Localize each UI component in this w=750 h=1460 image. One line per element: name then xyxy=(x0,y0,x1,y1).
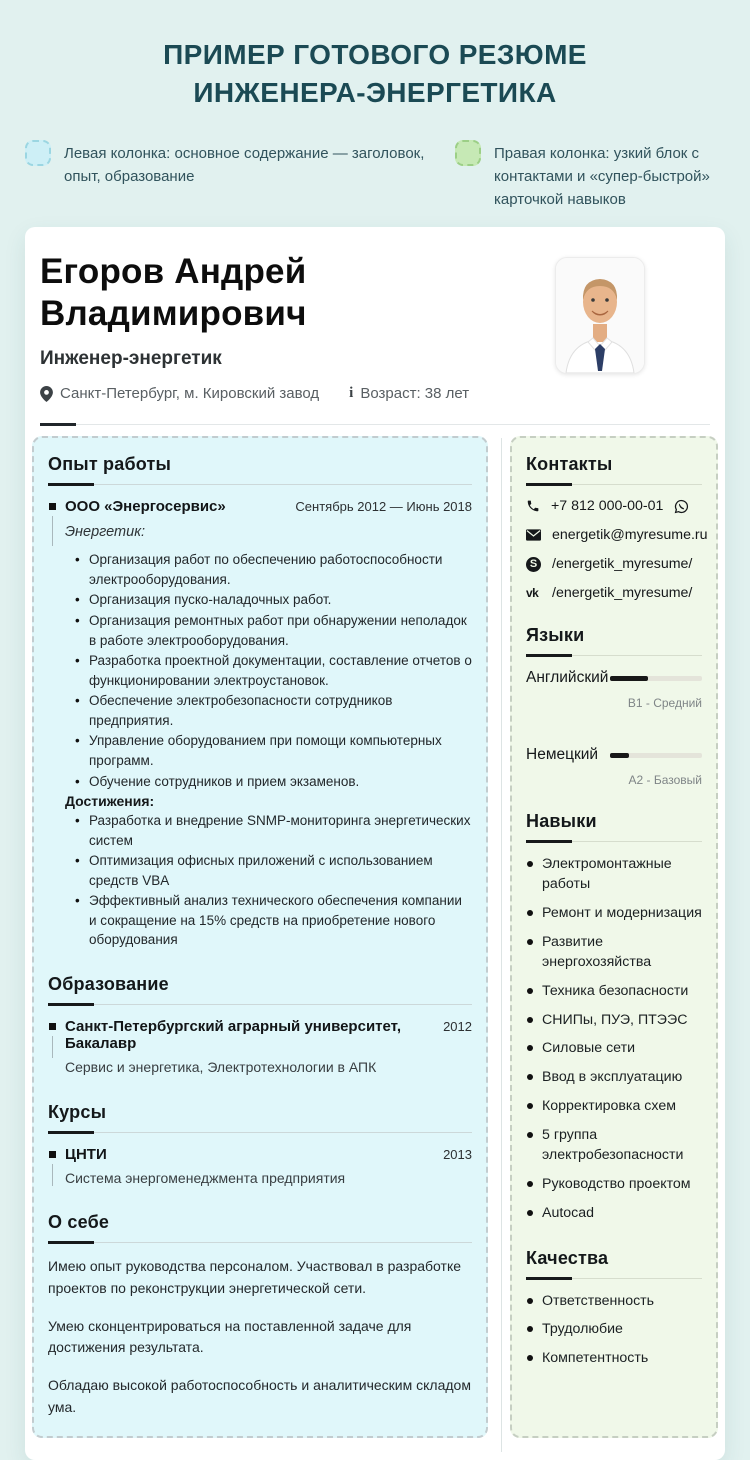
about-paragraph: Имею опыт руководства персоналом. Участвовал в разработке проектов по реконструкции энергетической сети. xyxy=(48,1258,462,1296)
header-info-row xyxy=(40,385,469,402)
education-year: 2012 xyxy=(443,1019,472,1035)
language-name: Немецкий xyxy=(526,746,599,764)
heading-rule xyxy=(48,1004,472,1005)
experience-heading: Опыт работы xyxy=(48,454,172,475)
heading-rule xyxy=(526,1278,702,1279)
profile-photo xyxy=(555,257,645,374)
section-experience xyxy=(48,454,472,950)
work-period: Сентябрь 2012 — Июнь 2018 xyxy=(295,499,472,515)
info-i-icon: i xyxy=(349,385,354,402)
age-item xyxy=(349,385,469,402)
achievements-label: Достижения: xyxy=(65,793,155,810)
skill-item: 5 группа электробезопасности xyxy=(526,1126,702,1166)
person-name: Егоров Андрей Владимирович xyxy=(40,252,307,334)
heading-rule xyxy=(48,484,472,485)
language-level-bar-fill xyxy=(610,676,648,681)
whatsapp-icon xyxy=(674,499,689,514)
language-level-bar xyxy=(610,676,702,681)
skill-item: Электромонтажные работы xyxy=(526,855,702,895)
skill-item: Autocad xyxy=(526,1204,702,1224)
language-level-label: B1 - Средний xyxy=(627,696,702,711)
contact-vk-row xyxy=(526,585,702,601)
right-column-panel xyxy=(510,436,718,1438)
email-address: energetik@myresume.ru xyxy=(552,527,708,544)
duty-item: • Обучение сотрудников и прием экзаменов. xyxy=(75,772,472,792)
vk-icon: vk xyxy=(526,586,539,601)
education-heading: Образование xyxy=(48,974,169,995)
language-name: Английский xyxy=(526,669,609,687)
age-text: Возраст: 38 лет xyxy=(360,385,470,403)
duty-item: • Организация пуско-наладочных работ. xyxy=(75,590,472,610)
job-title: Инженер-энергетик xyxy=(40,348,222,370)
skill-item: Ремонт и модернизация xyxy=(526,904,702,924)
profile-photo-illustration xyxy=(556,258,644,373)
course-name: ЦНТИ xyxy=(65,1145,107,1163)
heading-rule xyxy=(526,841,702,842)
legend-label-right: Правая колонка: узкий блок с контактами и «супер-быстрой» карточкой навыков xyxy=(494,144,710,209)
course-year: 2013 xyxy=(443,1146,472,1162)
skills-list xyxy=(526,855,702,1223)
achievement-item: • Разработка и внедрение SNMP-мониторинга энергетических систем xyxy=(75,811,472,850)
heading-rule xyxy=(48,1132,472,1133)
heading-rule xyxy=(48,1242,472,1243)
contact-phone-row xyxy=(526,498,702,514)
vk-handle: /energetik_myresume/ xyxy=(552,585,693,602)
education-entry xyxy=(48,1018,472,1078)
duties-list xyxy=(75,550,472,791)
skill-item: Развитие энергохозяйства xyxy=(526,933,702,973)
language-item-english xyxy=(526,669,702,710)
section-education xyxy=(48,974,472,1078)
legend-item-right-column xyxy=(455,140,720,212)
location-item xyxy=(40,385,319,402)
achievements-list xyxy=(75,811,472,950)
page-title xyxy=(0,0,750,112)
legend xyxy=(25,140,725,212)
skill-item: Ввод в эксплуатацию xyxy=(526,1068,702,1088)
school-name: Санкт-Петербургский аграрный университет, Бакалавр xyxy=(65,1018,402,1053)
legend-item-left-column xyxy=(25,140,455,212)
language-level-bar-fill xyxy=(610,753,629,758)
course-entry xyxy=(48,1146,472,1189)
duty-item: • Разработка проектной документации, составление отчетов о функционировании электроустановок. xyxy=(75,651,472,690)
section-courses xyxy=(48,1102,472,1189)
skype-icon: S xyxy=(526,557,541,572)
language-item-german xyxy=(526,746,702,787)
legend-swatch-cyan xyxy=(25,140,51,166)
achievement-item: • Оптимизация офисных приложений с использованием средств VBA xyxy=(75,851,472,890)
skill-item: Силовые сети xyxy=(526,1039,702,1059)
skype-handle: /energetik_myresume/ xyxy=(552,556,693,573)
quality-item: Компетентность xyxy=(526,1349,702,1369)
location-text: Санкт-Петербург, м. Кировский завод xyxy=(60,385,320,403)
skill-item: Техника безопасности xyxy=(526,982,702,1002)
left-column-panel xyxy=(32,436,488,1438)
duty-item: • Обеспечение электробезопасности сотрудников предприятия. xyxy=(75,691,472,730)
skill-item: Руководство проектом xyxy=(526,1175,702,1195)
duty-item: • Организация ремонтных работ при обнаружении неполадок в работе электрооборудования. xyxy=(75,611,472,650)
duty-item: • Организация работ по обеспечению работоспособности электрооборудования. xyxy=(75,550,472,589)
envelope-icon xyxy=(526,529,541,541)
skill-item: СНИПы, ПУЭ, ПТЭЭС xyxy=(526,1011,702,1031)
qualities-heading: Качества xyxy=(526,1247,609,1268)
map-pin-icon xyxy=(40,386,53,402)
section-contacts xyxy=(526,454,708,602)
courses-heading: Курсы xyxy=(48,1101,107,1122)
header-divider xyxy=(40,424,710,425)
legend-label-left: Левая колонка: основное содержание — заголовок, опыт, образование xyxy=(64,144,425,185)
phone-handset-icon xyxy=(526,499,540,513)
resume-card xyxy=(25,227,725,1460)
heading-rule xyxy=(526,655,702,656)
about-paragraph: Обладаю высокой работоспособность и аналитическим складом ума. xyxy=(48,1376,471,1415)
experience-entry xyxy=(48,498,472,950)
duty-item: • Управление оборудованием при помощи компьютерных программ. xyxy=(75,731,472,770)
qualities-list xyxy=(526,1292,702,1370)
heading-rule xyxy=(526,484,702,485)
company-name: ООО «Энергосервис» xyxy=(65,498,226,516)
skill-item: Корректировка схем xyxy=(526,1097,702,1117)
about-heading: О себе xyxy=(48,1212,110,1233)
achievement-item: • Эффективный анализ технического обеспечения компании и сокращение на 15% средств на приобретение нового оборудования xyxy=(75,891,472,950)
resume-columns xyxy=(32,436,718,1438)
resume-header-text xyxy=(40,251,469,402)
section-languages xyxy=(526,625,702,787)
contact-email-row xyxy=(526,527,708,544)
contact-skype-row xyxy=(526,556,702,572)
page-title-line1: ПРИМЕР ГОТОВОГО РЕЗЮМЕ xyxy=(163,39,587,70)
contacts-heading: Контакты xyxy=(526,454,613,475)
languages-heading: Языки xyxy=(526,625,585,646)
position-title: Энергетик: xyxy=(65,524,146,541)
legend-swatch-green xyxy=(455,140,481,166)
page-title-line2: ИНЖЕНЕРА-ЭНЕРГЕТИКА xyxy=(193,76,557,108)
phone-number: +7 812 000-00-01 xyxy=(551,498,664,515)
language-level-bar xyxy=(610,753,702,758)
quality-item: Трудолюбие xyxy=(526,1320,702,1340)
resume-header xyxy=(25,245,725,402)
about-paragraph: Умею сконцентрироваться на поставленной задаче для достижения результата. xyxy=(48,1317,412,1356)
language-level-label: A2 - Базовый xyxy=(628,773,702,788)
degree-text: Сервис и энергетика, Электротехнологии в АПК xyxy=(65,1059,377,1076)
quality-item: Ответственность xyxy=(526,1292,702,1312)
section-qualities xyxy=(526,1248,702,1370)
section-skills xyxy=(526,811,702,1223)
course-description: Система энергоменеджмента предприятия xyxy=(65,1169,346,1186)
skills-heading: Навыки xyxy=(526,811,597,832)
section-about xyxy=(48,1212,472,1418)
